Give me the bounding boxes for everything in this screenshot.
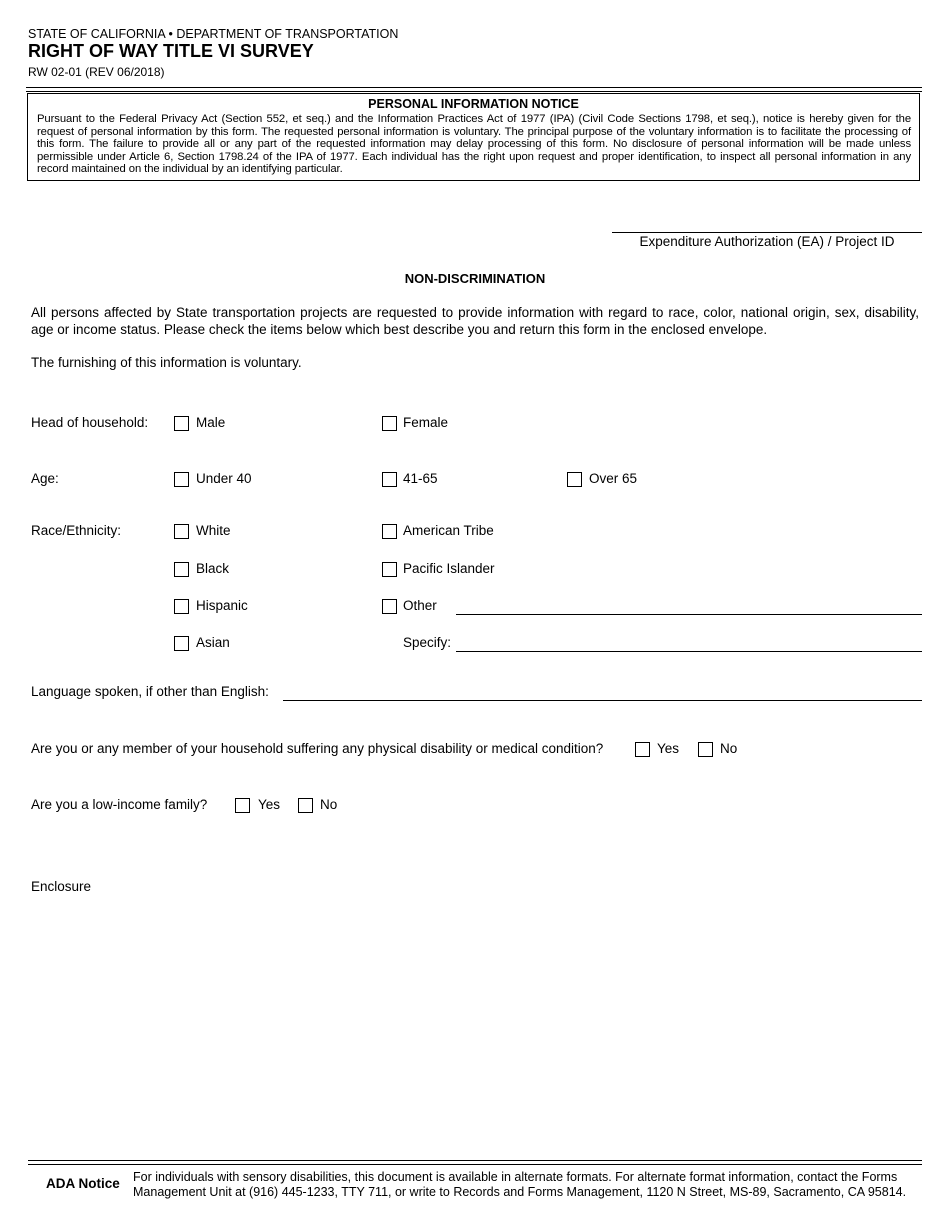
american-tribe-checkbox[interactable] — [382, 524, 397, 539]
over-65-checkbox[interactable] — [567, 472, 582, 487]
white-checkbox[interactable] — [174, 524, 189, 539]
disability-yes-label: Yes — [657, 741, 680, 756]
head-of-household-label: Head of household: — [31, 415, 149, 430]
under-40-checkbox[interactable] — [174, 472, 189, 487]
disability-question: Are you or any member of your household suffering any physical disability or medical condition? — [31, 741, 604, 756]
non-discrimination-title: NON-DISCRIMINATION — [404, 271, 546, 286]
age-41-65-checkbox[interactable] — [382, 472, 397, 487]
black-label: Black — [196, 561, 230, 576]
asian-label: Asian — [196, 635, 230, 650]
other-label: Other — [403, 598, 437, 613]
other-checkbox[interactable] — [382, 599, 397, 614]
ada-divider-thin — [28, 1164, 922, 1165]
over-65-label: Over 65 — [589, 471, 638, 486]
hispanic-checkbox[interactable] — [174, 599, 189, 614]
low-income-no-checkbox[interactable] — [298, 798, 313, 813]
disability-no-checkbox[interactable] — [698, 742, 713, 757]
form-title: RIGHT OF WAY TITLE VI SURVEY — [28, 41, 314, 61]
disability-yes-checkbox[interactable] — [635, 742, 650, 757]
privacy-notice-box — [27, 93, 920, 181]
age-label: Age: — [31, 471, 59, 486]
ada-notice-title: ADA Notice — [46, 1176, 120, 1191]
male-checkbox[interactable] — [174, 416, 189, 431]
white-label: White — [196, 523, 231, 538]
low-income-question: Are you a low-income family? — [31, 797, 208, 812]
american-tribe-label: American Tribe — [403, 523, 494, 538]
privacy-notice-text: Pursuant to the Federal Privacy Act (Section 552, et seq.) and the Information Practices Act of 1977 (IPA) (Civil Code Sections 1798, et seq.), notice is hereby given for the request of personal information by this form. The requested personal information is voluntary. The principal purpose of the voluntary information is to facilitate the processing of this form. The failure to provide all or any part of the requested information may delay processing of this form. No disclosure of personal information will be made unless permissible under Article 6, Section 1798.24 of the IPA of 1977. Each individual has the right upon request and proper identification, to inspect all personal information in any record maintained on the individual by an identifying particular. — [37, 113, 911, 176]
female-label: Female — [403, 415, 449, 430]
header-divider — [26, 87, 922, 88]
voluntary-statement: The furnishing of this information is voluntary. — [31, 355, 302, 370]
age-41-65-label: 41-65 — [403, 471, 438, 486]
ada-notice-text: For individuals with sensory disabilities, this document is available in alternate formats. For alternate format information, contact the Forms Management Unit at (916) 445-1233, TTY 711, or write to Records and Forms Management, 1120 N Street, MS-89, Sacramento, CA 95814. — [133, 1170, 907, 1199]
female-checkbox[interactable] — [382, 416, 397, 431]
under-40-label: Under 40 — [196, 471, 252, 486]
hispanic-label: Hispanic — [196, 598, 248, 613]
ea-project-id-label: Expenditure Authorization (EA) / Project ID — [639, 234, 895, 249]
specify-text-field[interactable] — [456, 651, 922, 652]
race-ethnicity-label: Race/Ethnicity: — [31, 523, 122, 538]
ada-divider — [28, 1160, 922, 1161]
black-checkbox[interactable] — [174, 562, 189, 577]
low-income-no-label: No — [320, 797, 338, 812]
specify-label: Specify: — [403, 635, 452, 650]
language-label: Language spoken, if other than English: — [31, 684, 269, 699]
pacific-islander-label: Pacific Islander — [403, 561, 495, 576]
low-income-yes-label: Yes — [258, 797, 281, 812]
language-text-field[interactable] — [283, 700, 922, 701]
header-divider-thin — [26, 91, 922, 92]
agency-name: STATE OF CALIFORNIA • DEPARTMENT OF TRANSPORTATION — [28, 27, 399, 41]
other-text-field[interactable] — [456, 614, 922, 615]
low-income-yes-checkbox[interactable] — [235, 798, 250, 813]
privacy-notice-title: PERSONAL INFORMATION NOTICE — [368, 97, 579, 111]
pacific-islander-checkbox[interactable] — [382, 562, 397, 577]
asian-checkbox[interactable] — [174, 636, 189, 651]
non-discrimination-paragraph: All persons affected by State transportation projects are requested to provide information with regard to race, color, national origin, sex, disability, age or income status. Please check the items below which best describe you and return this form in the enclosed envelope. — [31, 305, 919, 337]
disability-no-label: No — [720, 741, 738, 756]
enclosure-label: Enclosure — [31, 879, 92, 894]
ea-project-id-field[interactable] — [612, 232, 922, 233]
male-label: Male — [196, 415, 226, 430]
form-number: RW 02-01 (REV 06/2018) — [28, 65, 165, 79]
